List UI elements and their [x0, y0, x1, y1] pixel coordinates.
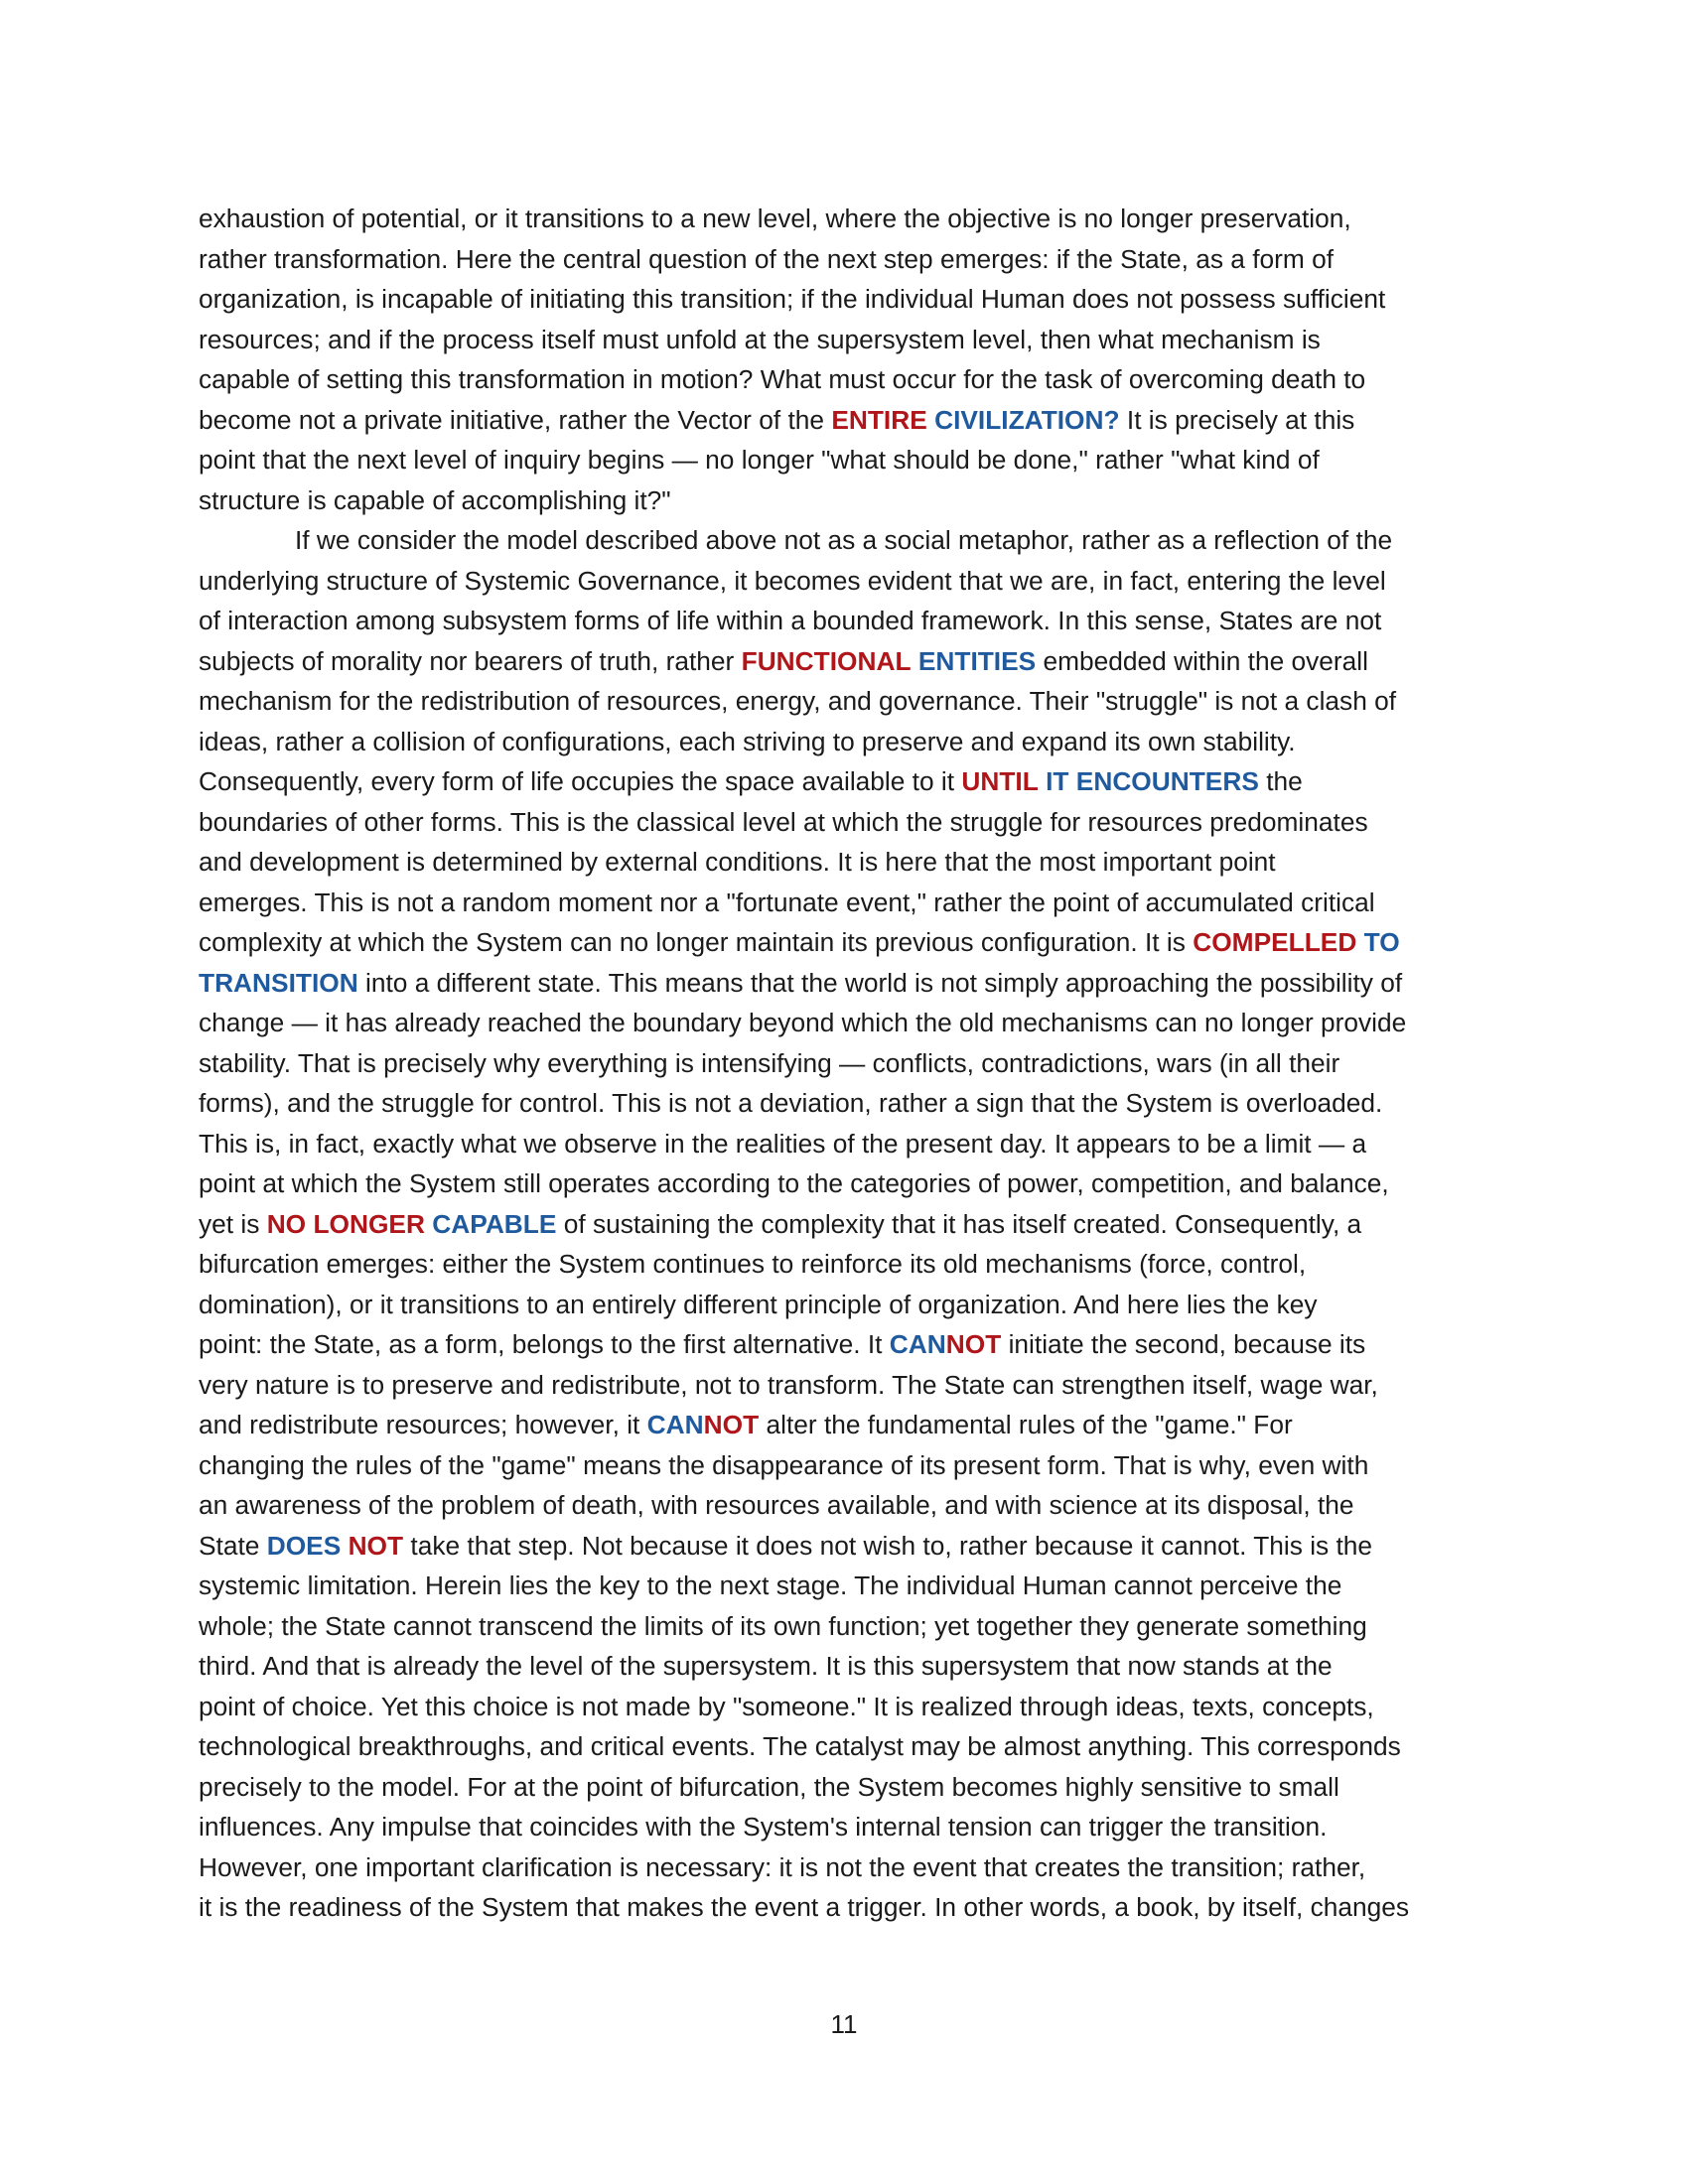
emphasis-red: ENTIRE [831, 404, 927, 435]
text-line [199, 922, 1489, 963]
text-line [199, 400, 1489, 441]
emphasis-blue: CAN [646, 1410, 704, 1439]
text-line [199, 359, 1489, 400]
text-run: very nature is to preserve and redistribute, not to transform. The State can strengthen itself, wage war, [199, 1369, 1378, 1400]
emphasis-blue: IT ENCOUNTERS [1046, 766, 1259, 796]
text-line [199, 1847, 1489, 1888]
text-line [199, 480, 1489, 521]
text-run: complexity at which the System can no longer maintain its previous configuration. It is [199, 927, 1194, 957]
text-run: point at which the System still operates according to the categories of power, competition, and balance, [199, 1168, 1389, 1198]
text-line [199, 199, 1489, 239]
text-run: into a different state. This means that the world is not simply approaching the possibility of [357, 967, 1403, 998]
text-line [199, 1324, 1489, 1365]
text-line [199, 1566, 1489, 1606]
text-run [1356, 927, 1363, 957]
text-run: boundaries of other forms. This is the classical level at which the struggle for resources predominates [199, 806, 1368, 837]
text-run: subjects of morality nor bearers of truth, rather [199, 645, 742, 676]
emphasis-red: UNTIL [961, 766, 1039, 796]
text-run: the [1258, 766, 1303, 796]
text-run: rather transformation. Here the central question of the next step emerges: if the State, as a form of [199, 243, 1335, 274]
emphasis-red: NO LONGER [266, 1208, 425, 1239]
text-line [199, 1365, 1489, 1406]
text-run: precisely to the model. For at the point of bifurcation, the System becomes highly sensitive to small [199, 1771, 1339, 1802]
text-line [199, 1445, 1489, 1486]
text-line [199, 1726, 1489, 1767]
text-run: stability. That is precisely why everything is intensifying — conflicts, contradictions, wars (in all their [199, 1047, 1340, 1078]
text-run: point: the State, as a form, belongs to the first alternative. It [199, 1329, 890, 1359]
text-run: of interaction among subsystem forms of life within a bounded framework. In this sense, States are not [199, 606, 1382, 635]
emphasis-blue: CAPABLE [432, 1208, 557, 1239]
text-run: initiate the second, because its [1001, 1329, 1366, 1359]
text-run: It is precisely at this [1119, 404, 1355, 435]
text-run: changing the rules of the "game" means the disappearance of its present form. That is why, even with [199, 1449, 1369, 1480]
text-line [199, 641, 1489, 682]
text-line [199, 722, 1489, 762]
text-line [199, 681, 1489, 722]
text-line [199, 802, 1489, 843]
text-run: embedded within the overall [1036, 645, 1368, 676]
text-run [1039, 766, 1046, 796]
text-run: of sustaining the complexity that it has itself created. Consequently, a [556, 1208, 1362, 1239]
text-line [199, 842, 1489, 883]
text-run [927, 405, 934, 435]
text-run: emerges. This is not a random moment nor a "fortunate event," rather the point of accumulated critical [199, 887, 1375, 917]
text-run: and development is determined by external conditions. It is here that the most important point [199, 847, 1276, 877]
text-run: it is the readiness of the System that makes the event a trigger. In other words, a book, by itself, changes [199, 1892, 1410, 1922]
text-run [912, 646, 918, 676]
text-run [341, 1531, 348, 1561]
text-line [199, 440, 1489, 480]
emphasis-blue: CAN [889, 1329, 946, 1359]
text-run: forms), and the struggle for control. This is not a deviation, rather a sign that the System is overloaded. [199, 1088, 1383, 1118]
text-run: mechanism for the redistribution of resources, energy, and governance. Their "struggle" is not a clash of [199, 686, 1397, 716]
text-run: domination), or it transitions to an entirely different principle of organization. And here lies the key [199, 1289, 1318, 1319]
text-line [199, 1807, 1489, 1847]
text-line [199, 561, 1489, 602]
text-line [199, 320, 1489, 360]
text-line [199, 883, 1489, 923]
text-run: underlying structure of Systemic Governance, it becomes evident that we are, in fact, entering the level [199, 565, 1386, 596]
text-run: ideas, rather a collision of configurations, each striving to preserve and expand its own stability. [199, 726, 1296, 756]
emphasis-blue: CIVILIZATION? [934, 404, 1120, 435]
text-run: capable of setting this transformation in motion? What must occur for the task of overcoming death to [199, 364, 1366, 394]
text-run: If we consider the model described above not as a social metaphor, rather as a reflection of the [295, 525, 1393, 555]
text-run: third. And that is already the level of the supersystem. It is this supersystem that now stands at the [199, 1651, 1333, 1681]
text-run: systemic limitation. Herein lies the key to the next stage. The individual Human cannot perceive the [199, 1570, 1342, 1600]
text-line [199, 1204, 1489, 1245]
emphasis-red: NOT [348, 1530, 404, 1561]
text-run: technological breakthroughs, and critical events. The catalyst may be almost anything. This corresponds [199, 1731, 1401, 1761]
text-line [199, 239, 1489, 280]
emphasis-blue: TO [1363, 927, 1400, 957]
text-run: an awareness of the problem of death, with resources available, and with science at its disposal, the [199, 1490, 1354, 1520]
text-run: structure is capable of accomplishing it?" [199, 484, 671, 515]
text-run: exhaustion of potential, or it transitions to a new level, where the objective is no longer preservation, [199, 204, 1351, 233]
text-line [199, 963, 1489, 1004]
text-run: influences. Any impulse that coincides with the System's internal tension can trigger the transition. [199, 1812, 1328, 1842]
text-line [199, 1887, 1489, 1928]
text-run: change — it has already reached the boundary beyond which the old mechanisms can no longer provide [199, 1008, 1407, 1037]
text-line [199, 1043, 1489, 1084]
text-line [199, 1485, 1489, 1526]
text-run: bifurcation emerges: either the System continues to reinforce its old mechanisms (force, control, [199, 1249, 1307, 1279]
text-line [199, 601, 1489, 641]
text-line [199, 1003, 1489, 1043]
emphasis-blue: ENTITIES [917, 645, 1037, 676]
text-run: and redistribute resources; however, it [199, 1410, 647, 1439]
text-line [199, 1767, 1489, 1808]
text-line [199, 1405, 1489, 1445]
text-run: Consequently, every form of life occupies the space available to it [199, 766, 962, 796]
text-run: become not a private initiative, rather the Vector of the [199, 404, 832, 435]
text-line [199, 1646, 1489, 1687]
emphasis-red: NOT [703, 1410, 760, 1439]
text-run: organization, is incapable of initiating this transition; if the individual Human does not possess sufficient [199, 284, 1386, 314]
text-line [199, 1285, 1489, 1325]
text-run: State [199, 1530, 267, 1561]
text-run: resources; and if the process itself must unfold at the supersystem level, then what mechanism is [199, 324, 1321, 354]
page-number: 11 [830, 2009, 858, 2039]
text-line [199, 520, 1489, 561]
text-run: However, one important clarification is necessary: it is not the event that creates the transition; rather, [199, 1851, 1366, 1882]
text-run: This is, in fact, exactly what we observe in the realities of the present day. It appears to be a limit — a [199, 1128, 1367, 1159]
text-line [199, 1244, 1489, 1285]
emphasis-red: NOT [945, 1329, 1002, 1359]
text-line [199, 761, 1489, 802]
text-line [199, 1083, 1489, 1124]
text-run: point of choice. Yet this choice is not made by "someone." It is realized through ideas, texts, concepts, [199, 1691, 1374, 1721]
emphasis-blue: DOES [266, 1530, 342, 1561]
text-line [199, 1526, 1489, 1567]
text-run: take that step. Not because it does not wish to, rather because it cannot. This is the [403, 1530, 1373, 1561]
text-run: whole; the State cannot transcend the limits of its own function; yet together they generate something [199, 1610, 1367, 1641]
text-line [199, 1606, 1489, 1647]
text-line [199, 1124, 1489, 1164]
text-line [199, 279, 1489, 320]
text-line [199, 1163, 1489, 1204]
emphasis-red: COMPELLED [1193, 927, 1357, 957]
emphasis-blue: TRANSITION [199, 967, 358, 998]
body-text [199, 199, 1489, 1928]
text-run: yet is [199, 1208, 267, 1239]
text-run: alter the fundamental rules of the "game." For [759, 1410, 1293, 1439]
text-run: point that the next level of inquiry begins — no longer "what should be done," rather "what kind of [199, 445, 1320, 475]
emphasis-red: FUNCTIONAL [741, 645, 912, 676]
text-line [199, 1687, 1489, 1727]
